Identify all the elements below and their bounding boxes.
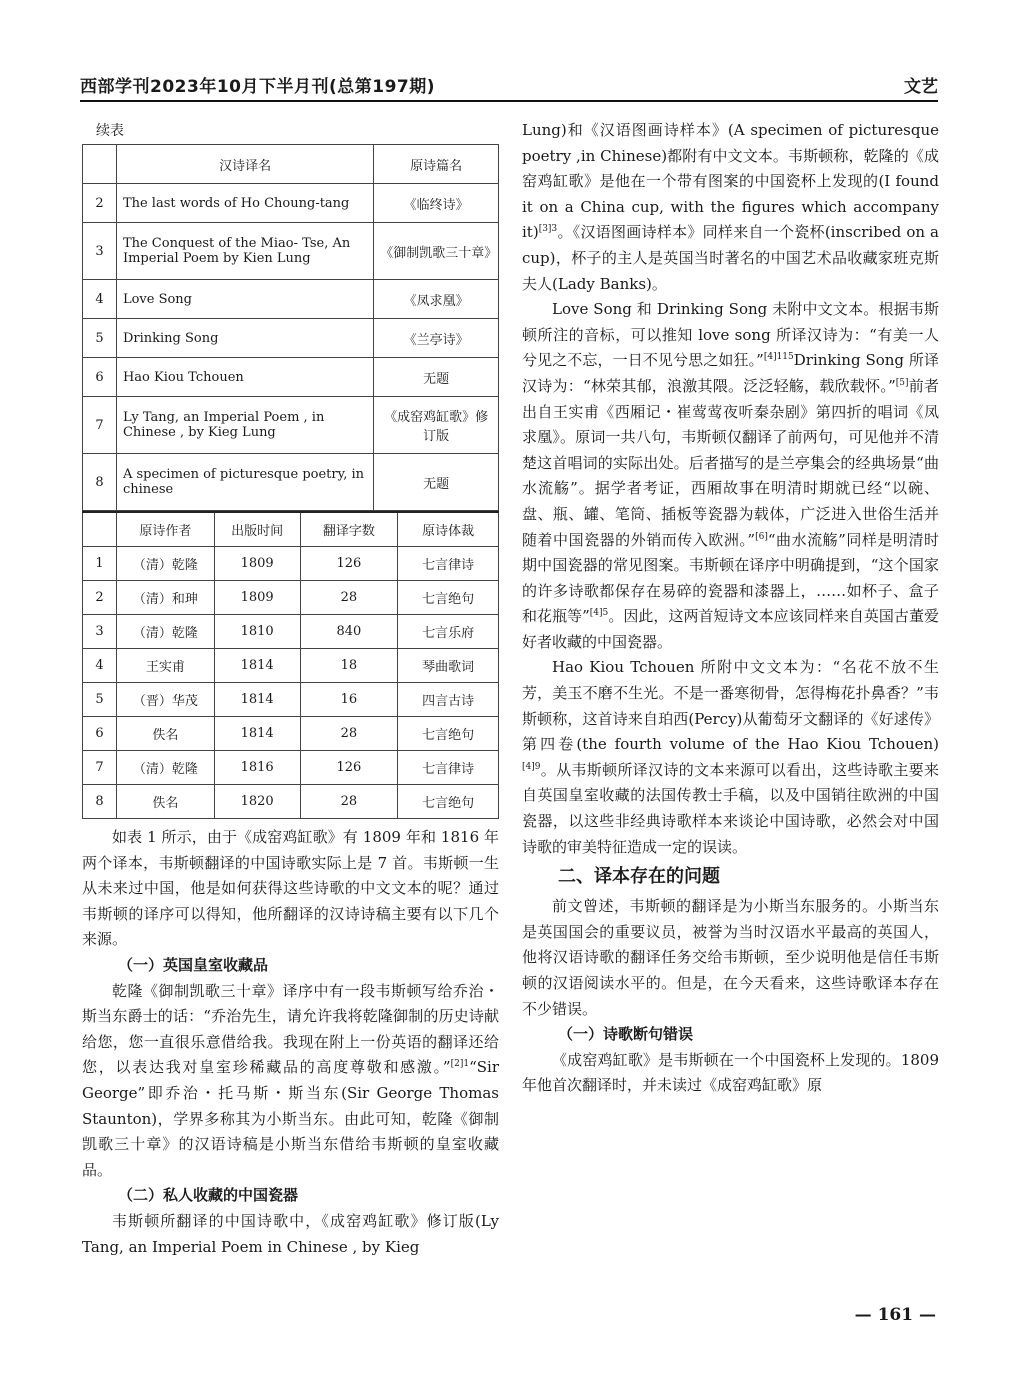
table-cell: 《凤求凰》 xyxy=(374,280,499,319)
citation: [5] xyxy=(895,377,909,388)
table-cell: 《临终诗》 xyxy=(374,184,499,223)
table-cell: 佚名 xyxy=(116,717,214,751)
table-cell: 6 xyxy=(83,717,117,751)
running-header xyxy=(80,72,938,102)
table-cell: 8 xyxy=(83,785,117,819)
table-row xyxy=(83,280,499,319)
citation: [6] xyxy=(755,531,768,542)
table-cell: 出版时间 xyxy=(214,512,300,547)
table-cell xyxy=(83,512,117,547)
table-cell: 《兰亭诗》 xyxy=(374,319,499,358)
table-row xyxy=(83,615,499,649)
table-row xyxy=(83,319,499,358)
table-cell: （清）乾隆 xyxy=(116,547,214,581)
table-row xyxy=(83,717,499,751)
table-cell: 18 xyxy=(300,649,398,683)
table-cell: 4 xyxy=(83,280,117,319)
table-caption: 续表 xyxy=(96,123,124,139)
table-cell: 无题 xyxy=(374,358,499,397)
table-cell: Love Song xyxy=(116,280,373,319)
citation: [4]115 xyxy=(763,352,794,363)
table-cell: Hao Kiou Tchouen xyxy=(116,358,373,397)
table-cell: 1809 xyxy=(214,581,300,615)
table-cell: 28 xyxy=(300,785,398,819)
table-row xyxy=(83,547,499,581)
table-cell: 6 xyxy=(83,358,117,397)
subheading: （二）私人收藏的中国瓷器 xyxy=(118,1186,299,1205)
section-name: 文艺 xyxy=(904,77,938,97)
table-cell: 126 xyxy=(300,751,398,785)
table-cell: 16 xyxy=(300,683,398,717)
table-cell: 王实甫 xyxy=(116,649,214,683)
table-cell: 1820 xyxy=(214,785,300,819)
paragraph: Hao Kiou Tchouen 所附中文文本为：“名花不放不生芳，美玉不磨不生光。不是一番寒彻骨，怎得梅花扑鼻香？”韦斯顿称，这首诗来自珀西(Percy)从葡萄牙文翻译的《好逑传》第四卷(the fourth volume of the Hao Kiou Tchouen)$^{[4]9}$。从韦斯顿所译汉诗的文本来源可以看出，这些诗歌主要来自英国皇室收藏的法国传教士手稿，以及中国销往欧洲的中国瓷器，以这些非经典诗歌样本来谈论中国诗歌，必然会对中国诗歌的审美特征造成一定的误读。 xyxy=(522,658,939,856)
section-heading: 二、译本存在的问题 xyxy=(558,866,720,888)
table-part-2 xyxy=(82,511,499,819)
citation: [2]1 xyxy=(450,1059,470,1070)
table-cell: 1809 xyxy=(214,547,300,581)
table-header-row xyxy=(83,512,499,547)
table-row xyxy=(83,751,499,785)
table-cell: 7 xyxy=(83,397,117,454)
table-cell: 翻译字数 xyxy=(300,512,398,547)
table-row xyxy=(83,184,499,223)
citation: [4]5 xyxy=(589,608,609,619)
table-cell: 3 xyxy=(83,615,117,649)
table-cell: 无题 xyxy=(374,454,499,511)
table-cell: 《成窑鸡缸歌》修订版 xyxy=(374,397,499,454)
table-part-2-body xyxy=(83,512,499,819)
table-cell: 原诗体裁 xyxy=(398,512,499,547)
table-cell: A specimen of picturesque poetry, in chinese xyxy=(116,454,373,511)
table-cell: 5 xyxy=(83,319,117,358)
table-cell: 汉诗译名 xyxy=(116,145,373,184)
citation: [3]3 xyxy=(538,224,558,235)
table-row xyxy=(83,223,499,280)
table-part-1 xyxy=(82,144,499,511)
table-cell: （清）乾隆 xyxy=(116,615,214,649)
table-cell: 2 xyxy=(83,581,117,615)
table-row xyxy=(83,397,499,454)
table-row xyxy=(83,454,499,511)
table-cell: 原诗篇名 xyxy=(374,145,499,184)
paragraph: 韦斯顿所翻译的中国诗歌中，《成窑鸡缸歌》修订版(Ly Tang, an Imperial Poem in Chinese , by Kieg xyxy=(82,1211,499,1256)
table-row xyxy=(83,358,499,397)
table-cell: 七言乐府 xyxy=(398,615,499,649)
table-cell: 1814 xyxy=(214,649,300,683)
paragraph: 前文曾述，韦斯顿的翻译是为小斯当东服务的。小斯当东是英国国会的重要议员，被誉为当时汉语水平最高的英国人，他将汉语诗歌的翻译任务交给韦斯顿，至少说明他是信任韦斯顿的汉语阅读水平的。但是，在今天看来，这些诗歌译本存在不少错误。 xyxy=(522,897,939,1018)
table-cell xyxy=(83,145,117,184)
table-cell: 28 xyxy=(300,717,398,751)
subheading: （一）英国皇室收藏品 xyxy=(118,955,269,974)
paragraph: 如表 1 所示，由于《成窑鸡缸歌》有 1809 年和 1816 年两个译本，韦斯顿翻译的中国诗歌实际上是 7 首。韦斯顿一生从未来过中国，他是如何获得这些诗歌的中文文本的呢？通过韦斯顿的译序可以得知，他所翻译的汉诗诗稿主要有以下几个来源。 xyxy=(82,828,499,949)
table-cell: Ly Tang, an Imperial Poem , in Chinese , by Kieg Lung xyxy=(116,397,373,454)
table-part-1-body xyxy=(83,145,499,511)
table-cell: 1810 xyxy=(214,615,300,649)
table-cell: 1 xyxy=(83,547,117,581)
paragraph: Lung)和《汉语图画诗样本》(A specimen of picturesque poetry ,in Chinese)都附有中文文本。韦斯顿称，乾隆的《成窑鸡缸歌》是他在一个带有图案的中国瓷杯上发现的(I found it on a China cup, with the figures which accompany it)$^{[3]3}$。《汉语图画诗样本》同样来自一个瓷杯(inscribed on a cup)，杯子的主人是英国当时著名的中国艺术品收藏家班克斯夫人(Lady Banks)。 xyxy=(522,121,939,293)
table-cell: 原诗作者 xyxy=(116,512,214,547)
paragraph: 乾隆《御制凯歌三十章》译序中有一段韦斯顿写给乔治・斯当东爵士的话：“乔治先生，请允许我将乾隆御制的历史诗献给您，您一直很乐意借给我。我现在附上一份英语的翻译还给您，以表达我对皇室珍稀藏品的高度尊敬和感激。”$^{[2]1}$“Sir George”即乔治・托马斯・斯当东(Sir George Thomas Staunton)，学界多称其为小斯当东。由此可知，乾隆《御制凯歌三十章》的汉语诗稿是小斯当东借给韦斯顿的皇室收藏品。 xyxy=(82,981,499,1179)
table-cell: 佚名 xyxy=(116,785,214,819)
paragraph: Love Song 和 Drinking Song 未附中文文本。根据韦斯顿所注的音标，可以推知 love song 所译汉诗为：“有美一人兮见之不忘，一日不见兮思之如狂。”$^{[4]115}$Drinking Song 所译汉诗为：“林荣其郁，浪激其隈。泛泛轻觞，载欣载怀。”[5]前者出自王实甫《西厢记・崔莺莺夜听秦杂剧》第四折的唱词《凤求凰》。原词一共八句，韦斯顿仅翻译了前两句，可见他并不清楚这首唱词的实际出处。后者描写的是兰亭集会的经典场景“曲水流觞”。据学者考证，西厢故事在明清时期就已经“以碗、盘、瓶、罐、笔筒、插板等瓷器为载体，广泛进入世俗生活并随着中国瓷器的外销而传入欧洲。”[6]“曲水流觞”同样是明清时期中国瓷器的常见图案。韦斯顿在译序中明确提到，“这个国家的许多诗歌都保存在易碎的瓷器和漆器上，……如杯子、盒子和花瓶等”$^{[4]5}$。因此，这两首短诗文本应该同样来自英国古董爱好者收藏的中国瓷器。 xyxy=(522,300,939,651)
table-cell: The Conquest of the Miao- Tse, An Imperial Poem by Kien Lung xyxy=(116,223,373,280)
table-cell: 4 xyxy=(83,649,117,683)
table-row xyxy=(83,683,499,717)
table-cell: Drinking Song xyxy=(116,319,373,358)
table-cell: 28 xyxy=(300,581,398,615)
table-cell: 四言古诗 xyxy=(398,683,499,717)
table-header-row xyxy=(83,145,499,184)
journal-title: 西部学刊2023年10月下半月刊(总第197期) xyxy=(80,77,435,97)
table-cell: 1814 xyxy=(214,717,300,751)
table-cell: 琴曲歌词 xyxy=(398,649,499,683)
paragraph: 《成窑鸡缸歌》是韦斯顿在一个中国瓷杯上发现的。1809 年他首次翻译时，并未读过《成窑鸡缸歌》原 xyxy=(522,1050,939,1095)
table-cell: （清）和珅 xyxy=(116,581,214,615)
table-cell: 七言律诗 xyxy=(398,547,499,581)
table-cell: 2 xyxy=(83,184,117,223)
table-cell: 5 xyxy=(83,683,117,717)
table-cell: 七言绝句 xyxy=(398,717,499,751)
table-cell: （清）乾隆 xyxy=(116,751,214,785)
table-cell: The last words of Ho Choung-tang xyxy=(116,184,373,223)
table-row xyxy=(83,649,499,683)
table-cell: （晋）华茂 xyxy=(116,683,214,717)
subheading: （一）诗歌断句错误 xyxy=(558,1025,694,1044)
table-row xyxy=(83,581,499,615)
table-cell: 1814 xyxy=(214,683,300,717)
table-cell: 七言绝句 xyxy=(398,581,499,615)
table-cell: 《御制凯歌三十章》 xyxy=(374,223,499,280)
table-row xyxy=(83,785,499,819)
citation: [4]9 xyxy=(522,761,541,772)
table-cell: 七言律诗 xyxy=(398,751,499,785)
page-number: — 161 — xyxy=(854,1305,936,1325)
right-column xyxy=(522,118,939,1099)
table-cell: 8 xyxy=(83,454,117,511)
table-cell: 1816 xyxy=(214,751,300,785)
table-cell: 七言绝句 xyxy=(398,785,499,819)
table-cell: 126 xyxy=(300,547,398,581)
table-cell: 840 xyxy=(300,615,398,649)
table-cell: 7 xyxy=(83,751,117,785)
table-cell: 3 xyxy=(83,223,117,280)
left-column xyxy=(82,118,499,1260)
